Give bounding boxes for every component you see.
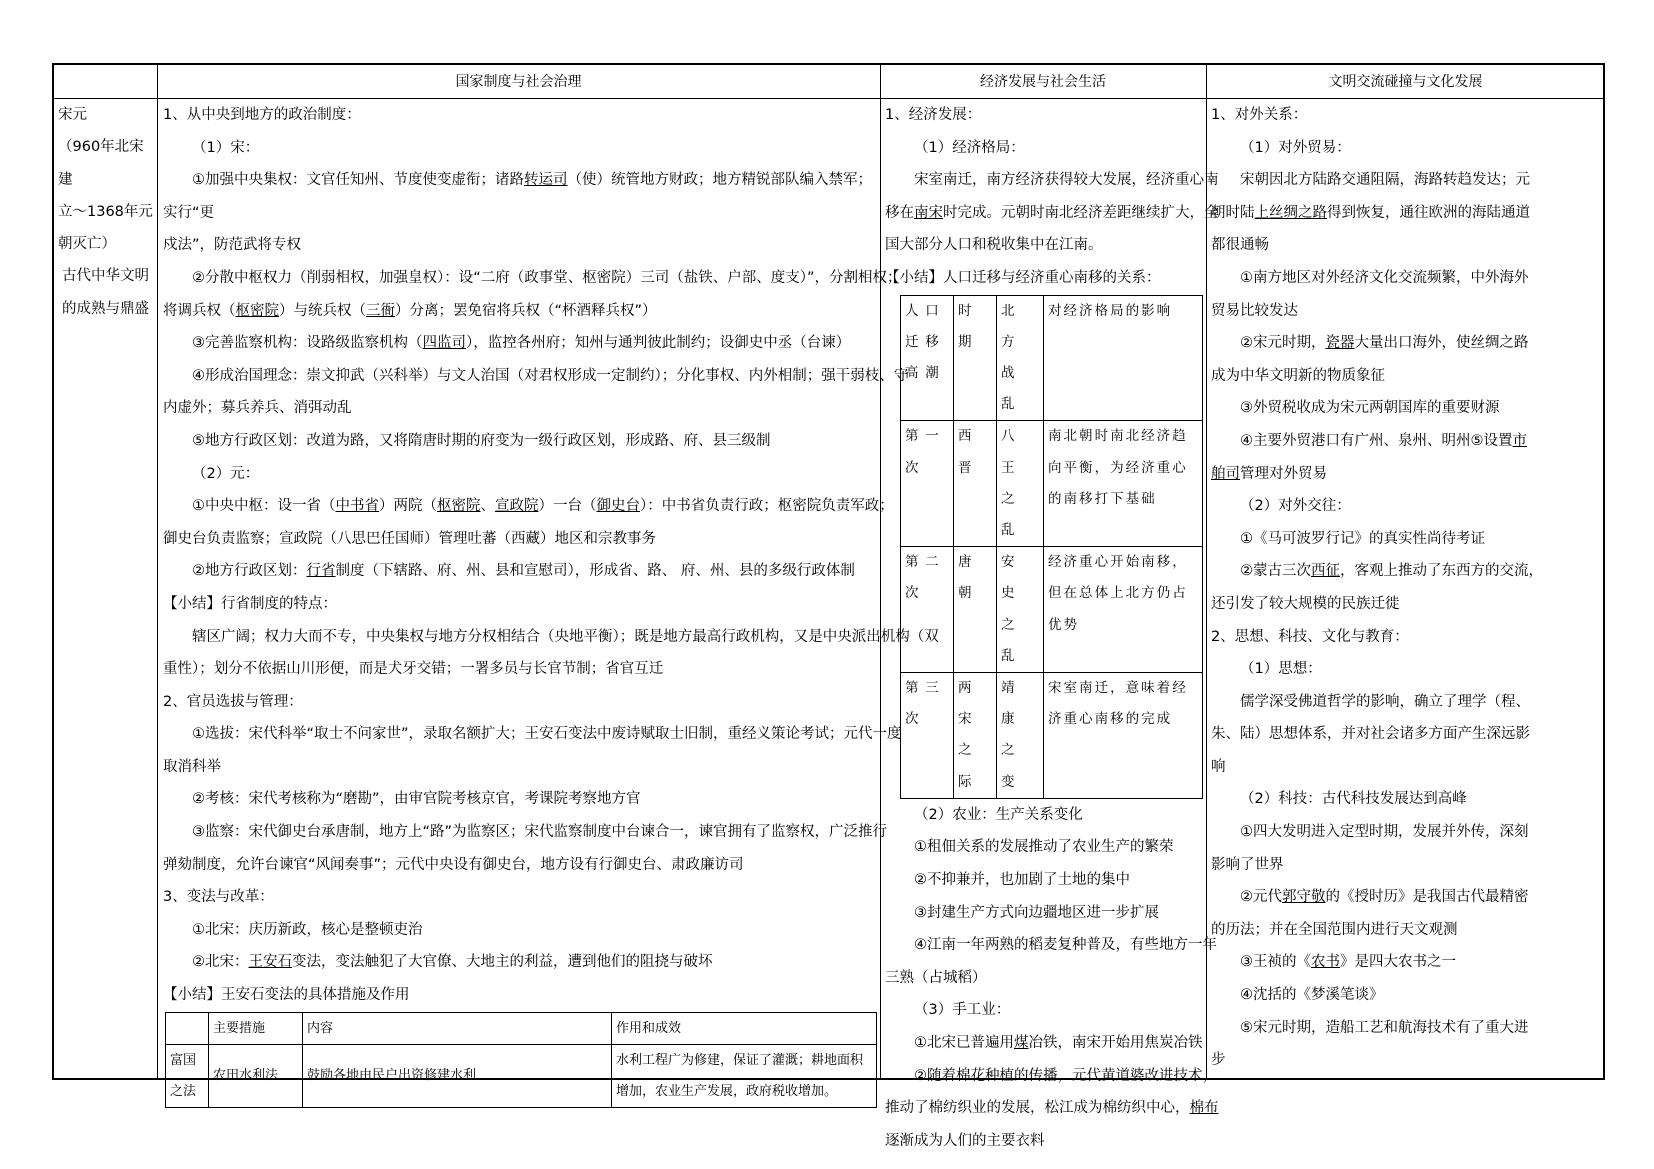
table-cell: 南北朝时南北经济趋向平衡，为经济重心的南移打下基础 (1044, 421, 1203, 547)
table-cell: 宋室南迁，意味着经济重心南移的完成 (1044, 673, 1203, 799)
section-heading: 1、从中央到地方的政治制度： (163, 107, 361, 123)
table-cell: 水利工程广为修建，保证了灌溉；耕地面积增加，农业生产发展，政府税收增加。 (612, 1044, 877, 1107)
paragraph: ①租佃关系的发展推动了农业生产的繁荣 (914, 839, 1174, 856)
table-cell: 八王之乱 (997, 421, 1044, 547)
paragraph: ⑤宋元时期，造船工艺和航海技术有了重大进 (1240, 1019, 1529, 1036)
paragraph: 辖区广阔；权力大而不专，中央集权与地方分权相结合（央地平衡）；既是地方最高行政机构，又是中央派出机构（双 (192, 628, 939, 645)
paragraph: ②随着棉花种植的传播，元代黄道婆改进技术， (914, 1067, 1217, 1084)
era-theme: 的成熟与鼎盛 (62, 300, 149, 317)
table-cell: 两宋之际 (954, 673, 997, 799)
subsection-title: （2）农业：生产关系变化 (914, 806, 1083, 823)
era-column (58, 99, 156, 1078)
paragraph: ②蒙古三次西征，客观上推动了东西方的交流， (1240, 563, 1543, 580)
subsection-title: （1）思想： (1240, 661, 1322, 678)
paragraph: ①北宋：庆历新政，核心是整顿吏治 (192, 921, 423, 938)
subsection-title: （1）经济格局： (914, 139, 1025, 156)
table-row (901, 295, 1203, 421)
paragraph: 重性）；划分不依据山川形便，而是犬牙交错；一署多员与长官节制；省官互迁 (163, 661, 664, 678)
table-cell: 鼓励各地由民户出资修建水利 (303, 1044, 612, 1107)
paragraph: 的历法；并在全国范围内进行天文观测 (1211, 921, 1458, 938)
subsection-title: （1）宋： (192, 139, 260, 156)
paragraph: 三熟（占城稻） (885, 969, 987, 986)
paragraph: ③监察：宋代御史台承唐制，地方上“路”为监察区；宋代监察制度中台谏合一，谏官拥有了监察权，广泛推行 (192, 824, 888, 841)
subsection-title: （2）科技：古代科技发展达到高峰 (1240, 791, 1467, 808)
reform-table (165, 1012, 877, 1108)
table-cell: 农田水利法 (209, 1044, 303, 1107)
subsection-title: （3）手工业： (914, 1002, 1011, 1019)
section-heading: 1、对外关系： (1211, 107, 1308, 123)
paragraph: ②不抑兼并，也加剧了土地的集中 (914, 872, 1130, 888)
paragraph: ①四大发明进入定型时期，发展并外传，深刻 (1240, 824, 1529, 841)
section-heading: 2、思想、科技、文化与教育： (1211, 628, 1409, 645)
paragraph: 国大部分人口和税收集中在江南。 (885, 237, 1103, 254)
paragraph: ②北宋：王安石变法，变法触犯了大官僚、大地主的利益，遭到他们的阻挠与破坏 (192, 954, 713, 971)
paragraph: 舶司管理对外贸易 (1211, 465, 1327, 482)
migration-table (900, 295, 1203, 799)
header-culture: 文明交流碰撞与文化发展 (1328, 74, 1483, 90)
summary-title: 【小结】王安石变法的具体措施及作用 (163, 987, 410, 1004)
paragraph: ②分散中枢权力（削弱相权，加强皇权）：设“二府（政事堂、枢密院）三司（盐铁、户部、度支）”，分割相权； (192, 269, 902, 286)
table-cell: 西晋 (954, 421, 997, 547)
section-heading: 1、经济发展： (885, 107, 982, 123)
summary-title: 【小结】行省制度的特点： (163, 595, 337, 612)
table-cell: 内容 (303, 1012, 612, 1044)
table-cell: 对经济格局的影响 (1044, 295, 1203, 421)
paragraph: 内虚外；募兵养兵、消弭动乱 (163, 400, 352, 417)
header-economy: 经济发展与社会生活 (980, 74, 1106, 90)
paragraph: ①南方地区对外经济文化交流频繁，中外海外 (1240, 269, 1529, 286)
paragraph: ③外贸税收成为宋元两朝国库的重要财源 (1240, 400, 1500, 417)
paragraph: 将调兵权（枢密院）与统兵权（三衙）分离；罢免宿将兵权（“杯酒释兵权”） (163, 302, 657, 319)
paragraph: 都很通畅 (1211, 237, 1269, 254)
paragraph: ②地方行政区划：行省制度（下辖路、府、州、县和宣慰司），形成省、路、 府、州、县的多级行政体制 (192, 563, 855, 580)
era-theme: 古代中华文明 (62, 268, 149, 285)
paragraph: ②宋元时期，瓷器大量出口海外，使丝绸之路 (1240, 335, 1529, 352)
culture-column (1211, 99, 1604, 1078)
paragraph: 取消科举 (163, 758, 221, 775)
summary-table (52, 63, 1605, 1149)
paragraph: 步 (1211, 1052, 1226, 1069)
table-cell: 安史之乱 (997, 547, 1044, 673)
table-cell: 时期 (954, 295, 997, 421)
table-cell: 第三次 (901, 673, 954, 799)
paragraph: 朝时陆上丝绸之路得到恢复，通往欧洲的海陆通道 (1211, 204, 1530, 221)
table-row (901, 673, 1203, 799)
era-range: 朝灭亡） (58, 236, 116, 253)
paragraph: ⑤地方行政区划：改道为路，又将隋唐时期的府变为一级行政区划，形成路、府、县三级制 (192, 432, 771, 449)
era-range: （960年北宋建 (58, 139, 144, 188)
paragraph: ①北宋已普遍用煤冶铁，南宋开始用焦炭冶铁 (914, 1034, 1203, 1051)
section-heading: 2、官员选拔与管理： (163, 693, 303, 710)
paragraph: 逐渐成为人们的主要衣料 (885, 1132, 1045, 1149)
paragraph: ①《马可波罗行记》的真实性尚待考证 (1240, 530, 1485, 547)
header-politics: 国家制度与社会治理 (455, 74, 582, 90)
table-cell: 作用和成效 (612, 1012, 877, 1044)
table-row (901, 547, 1203, 673)
paragraph: 还引发了较大规模的民族迁徙 (1211, 595, 1400, 612)
paragraph: 移在南宋时完成。元朝时南北经济差距继续扩大，全 (885, 204, 1219, 221)
section-heading: 3、变法与改革： (163, 889, 274, 906)
era-range: 立～1368年元 (58, 203, 153, 220)
table-cell: 主要措施 (209, 1012, 303, 1044)
table-cell: 人口迁移高潮 (901, 295, 954, 421)
table-cell: 富国之法 (166, 1044, 209, 1107)
table-row (901, 421, 1203, 547)
era-name: 宋元 (58, 107, 87, 123)
paragraph: 宋朝因北方陆路交通阻隔，海路转趋发达；元 (1240, 172, 1530, 189)
paragraph: ②元代郭守敬的《授时历》是我国古代最精密 (1240, 889, 1529, 906)
subsection-title: （2）对外交往： (1240, 498, 1351, 515)
table-row (166, 1012, 877, 1044)
paragraph: ②考核：宋代考核称为“磨勘”，由审官院考核京官，考课院考察地方官 (192, 791, 641, 808)
table-cell: 唐朝 (954, 547, 997, 673)
economy-column (885, 99, 1219, 1149)
paragraph: 推动了棉纺织业的发展，松江成为棉纺织中心，棉布 (885, 1100, 1219, 1117)
table-cell: 靖康之变 (997, 673, 1044, 799)
paragraph: 响 (1211, 758, 1226, 775)
table-cell: 北方战乱 (997, 295, 1044, 421)
subsection-title: （2）元： (192, 465, 260, 482)
paragraph: ③完善监察机构：设路级监察机构（四监司），监控各州府；知州与通判彼此制约；设御史中丞（台谏） (192, 335, 851, 352)
paragraph: 贸易比较发达 (1211, 302, 1298, 319)
table-cell: 经济重心开始南移，但在总体上北方仍占优势 (1044, 547, 1203, 673)
table-cell: 第二次 (901, 547, 954, 673)
header-era (54, 65, 157, 99)
paragraph: 御史台负责监察；宣政院（八思巴任国师）管理吐蕃（西藏）地区和宗教事务 (163, 530, 656, 547)
paragraph: ④江南一年两熟的稻麦复种普及，有些地方一年 (914, 937, 1217, 954)
table-row (166, 1044, 877, 1107)
paragraph: 戍法”，防范武将专权 (163, 237, 302, 254)
column-divider (157, 65, 158, 1078)
paragraph: ①选拔：宋代科举“取士不问家世”，录取名额扩大；王安石变法中废诗赋取士旧制，重经义策论考试；元代一度 (192, 726, 902, 743)
subsection-title: （1）对外贸易： (1240, 139, 1351, 156)
paragraph: ③王祯的《农书》是四大农书之一 (1240, 954, 1456, 971)
paragraph: 弹劾制度，允许台谏官“风闻奏事”；元代中央设有御史台，地方设有行御史台、肃政廉访司 (163, 856, 744, 873)
paragraph: ①中央中枢：设一省（中书省）两院（枢密院、宣政院）一台（御史台）：中书省负责行政；枢密院负责军政； (192, 498, 894, 515)
table-cell: 第一次 (901, 421, 954, 547)
paragraph: ④主要外贸港口有广州、泉州、明州⑤设置市 (1240, 432, 1527, 449)
paragraph: 儒学深受佛道哲学的影响，确立了理学（程、 (1240, 693, 1530, 710)
paragraph: ①加强中央集权：文官任知州、节度使变虚衔；诸路转运司（使）统管地方财政；地方精锐部队编入禁军；实行“更 (163, 172, 872, 221)
paragraph: ④形成治国理念：崇文抑武（兴科举）与文人治国（对君权形成一定制约）；分化事权、内外相制；强干弱枝、守 (192, 367, 909, 384)
paragraph: 宋室南迁，南方经济获得较大发展，经济重心南 (914, 172, 1219, 189)
table-cell (166, 1012, 209, 1044)
paragraph: ④沈括的《梦溪笔谈》 (1240, 987, 1384, 1004)
paragraph: 影响了世界 (1211, 856, 1284, 873)
paragraph: 成为中华文明新的物质象征 (1211, 367, 1385, 384)
column-divider (880, 65, 881, 1078)
summary-title: 【小结】人口迁移与经济重心南移的关系： (885, 269, 1161, 286)
paragraph: 朱、陆）思想体系，并对社会诸多方面产生深远影 (1211, 726, 1530, 743)
paragraph: ③封建生产方式向边疆地区进一步扩展 (914, 904, 1159, 921)
